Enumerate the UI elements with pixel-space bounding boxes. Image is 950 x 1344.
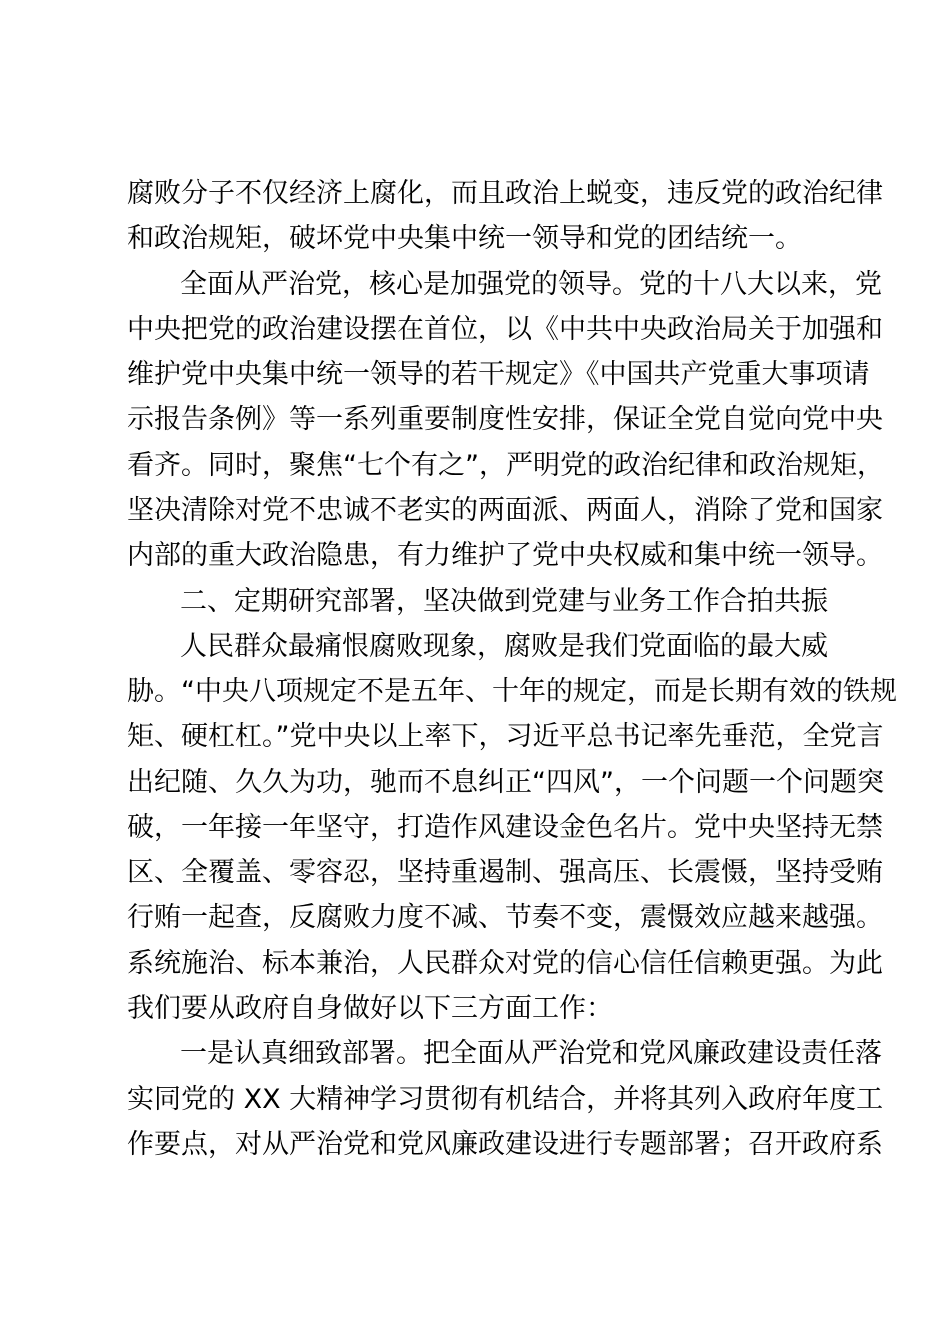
body-text-line: 系统施治、标本兼治，人民群众对党的信心信任信赖更强。为此: [127, 948, 883, 979]
body-text-line: 维护党中央集中统一领导的若干规定》《中国共产党重大事项请: [127, 359, 870, 390]
body-text-line: 中央把党的政治建设摆在首位，以《中共中央政治局关于加强和: [127, 314, 883, 345]
body-text-line: 和政治规矩，破坏党中央集中统一领导和党的团结统一。: [127, 223, 802, 254]
body-text-line: 示报告条例》等一系列重要制度性安排，保证全党自觉向党中央: [127, 404, 883, 435]
body-text-line: 区、全覆盖、零容忍，坚持重遏制、强高压、长震慑，坚持受贿: [127, 857, 883, 888]
body-text-line: 矩、硬杠杠。”党中央以上率下，习近平总书记率先垂范，全党言: [127, 721, 884, 752]
paragraph-first-line: 全面从严治党，核心是加强党的领导。党的十八大以来，党: [180, 269, 882, 300]
body-text-line: 作要点，对从严治党和党风廉政建设进行专题部署；召开政府系: [127, 1129, 883, 1160]
body-text-line: 我们要从政府自身做好以下三方面工作：: [127, 993, 613, 1024]
paragraph-first-line: 一是认真细致部署。把全面从严治党和党风廉政建设责任落: [180, 1038, 882, 1069]
body-text-line: 实同党的 XX 大精神学习贯彻有机结合，并将其列入政府年度工: [127, 1084, 884, 1115]
body-text-line: 坚决清除对党不忠诚不老实的两面派、两面人，消除了党和国家: [127, 495, 883, 526]
section-heading: 二、定期研究部署，坚决做到党建与业务工作合拍共振: [180, 586, 828, 617]
body-text-line: 破，一年接一年坚守，打造作风建设金色名片。党中央坚持无禁: [127, 812, 883, 843]
body-text-line: 看齐。同时，聚焦“七个有之”，严明党的政治纪律和政治规矩，: [127, 450, 884, 481]
body-text-line: 腐败分子不仅经济上腐化，而且政治上蜕变，违反党的政治纪律: [127, 178, 883, 209]
body-text-line: 胁。“中央八项规定不是五年、十年的规定，而是长期有效的铁规: [127, 676, 897, 707]
body-text-line: 内部的重大政治隐患，有力维护了党中央权威和集中统一领导。: [127, 540, 883, 571]
body-text-line: 出纪随、久久为功，驰而不息纠正“四风”，一个问题一个问题突: [127, 767, 884, 798]
body-text-line: 行贿一起查，反腐败力度不减、节奏不变，震慑效应越来越强。: [127, 902, 883, 933]
paragraph-first-line: 人民群众最痛恨腐败现象，腐败是我们党面临的最大威: [180, 631, 828, 662]
